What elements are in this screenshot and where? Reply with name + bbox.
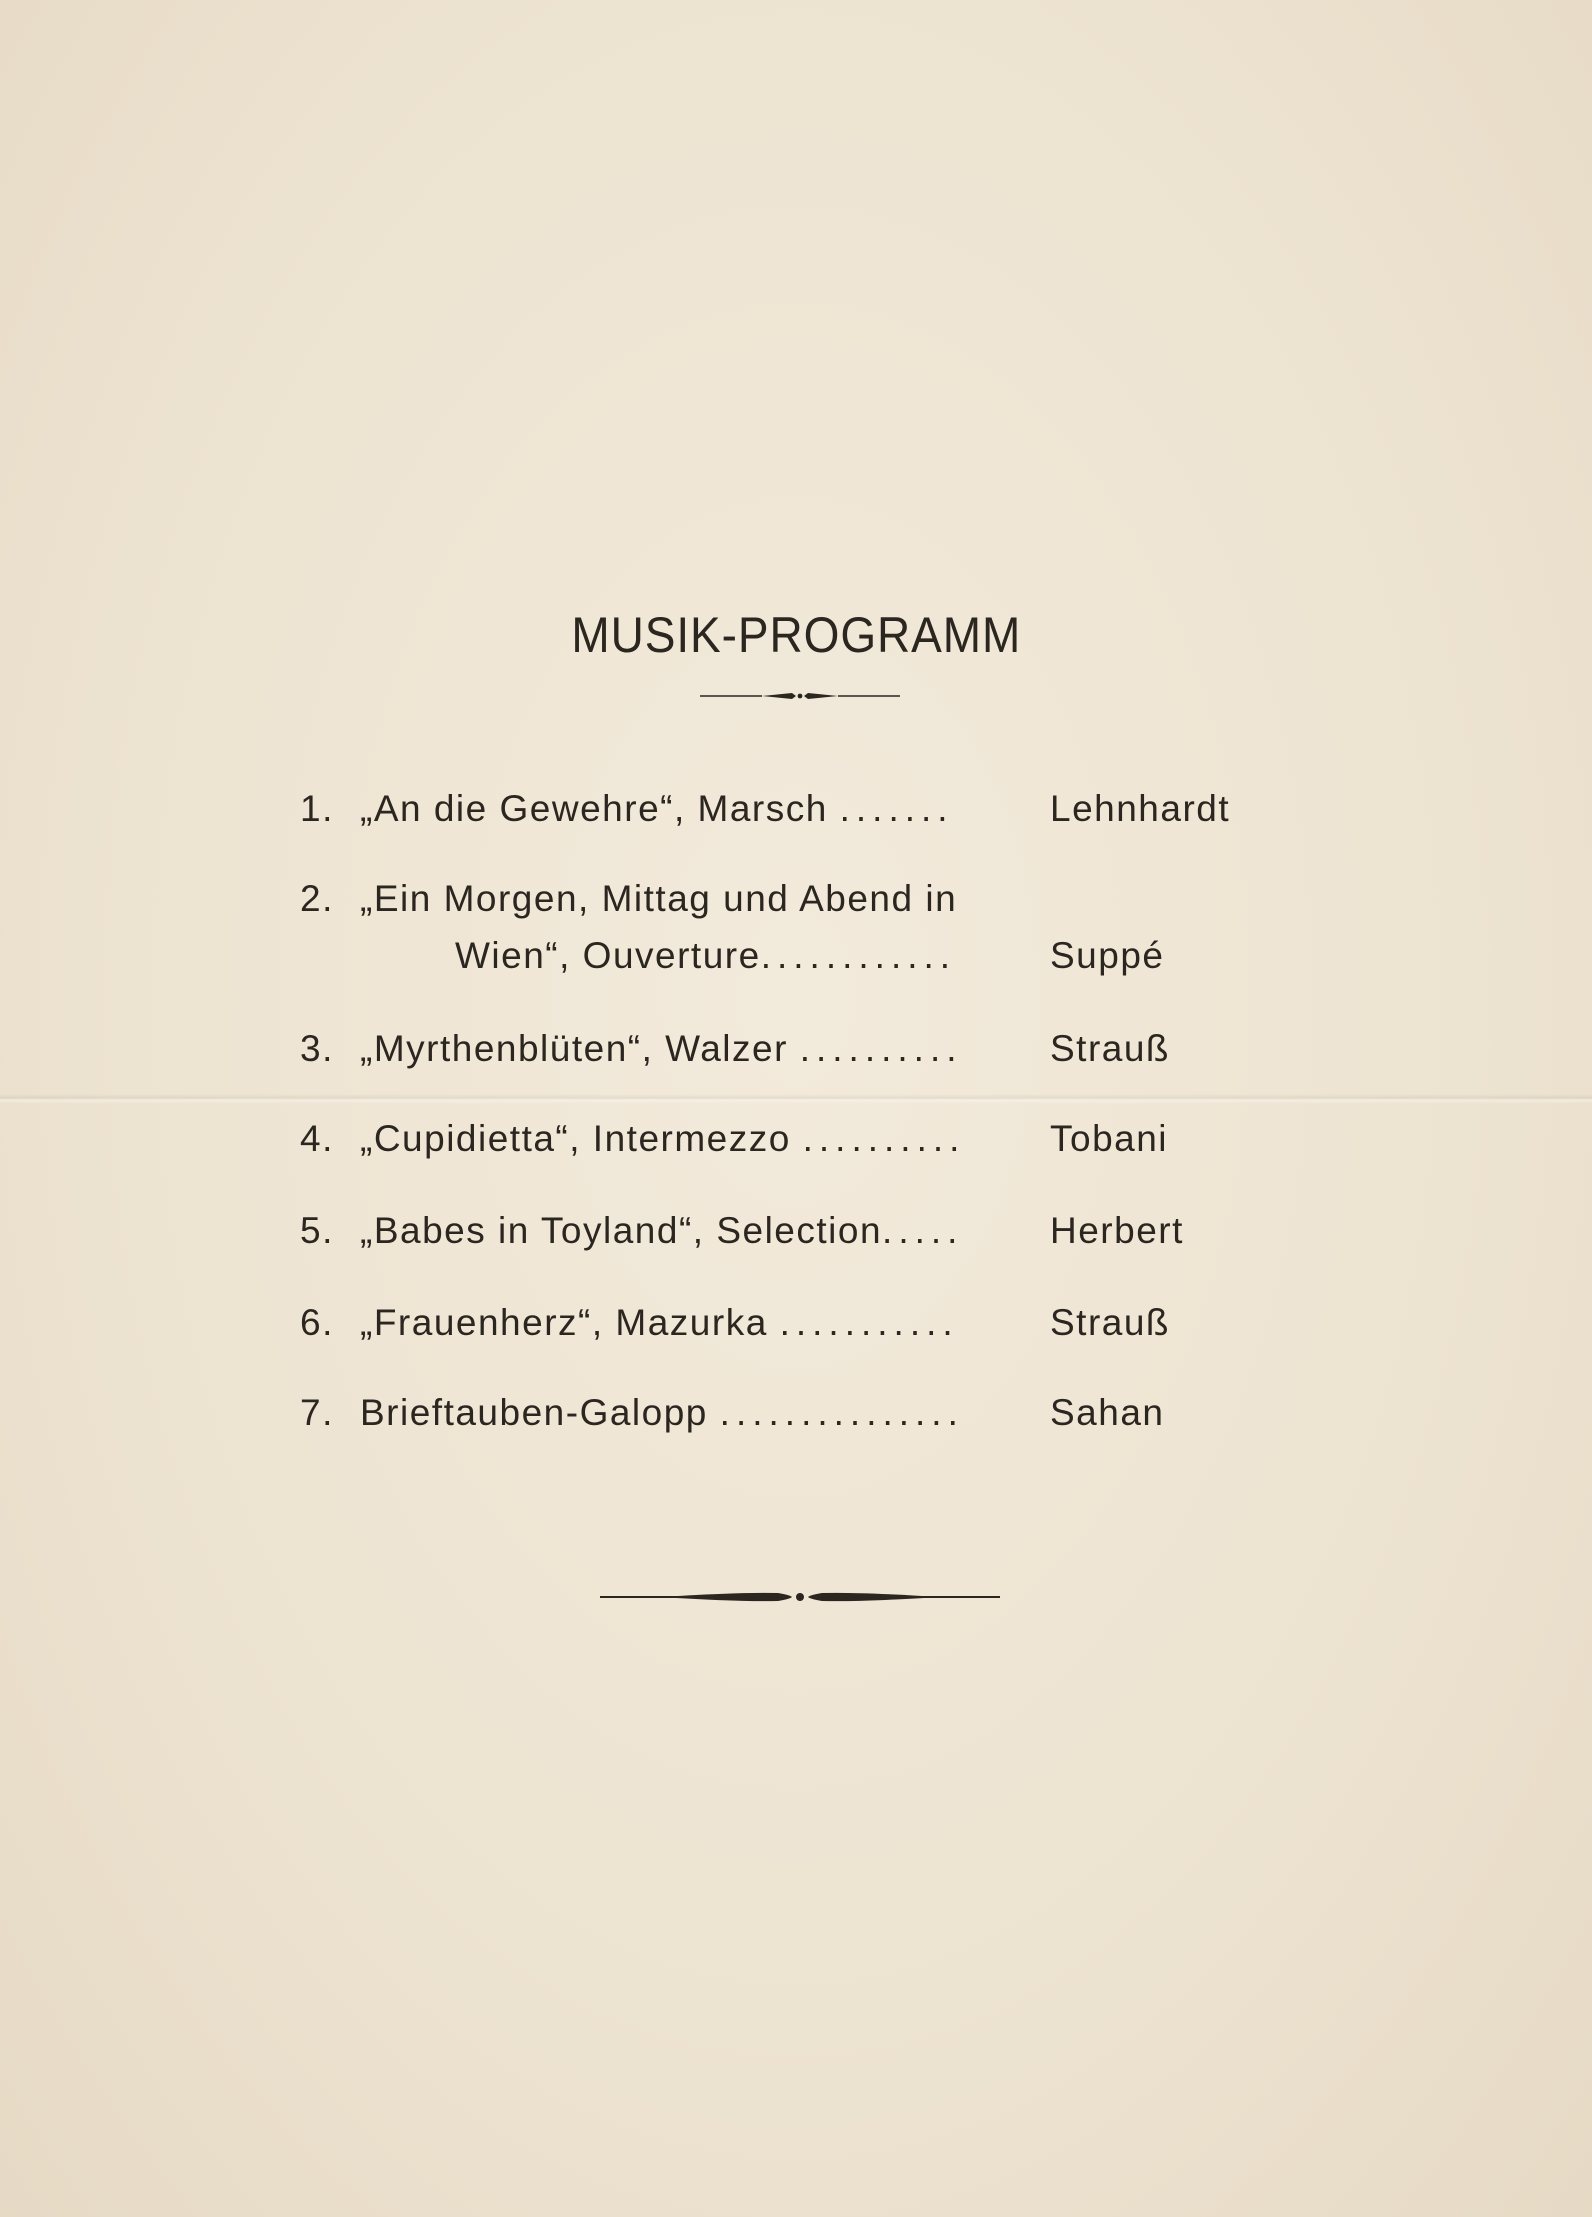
item-number: 3. [300, 1028, 334, 1069]
item-composer: Tobani [1050, 1118, 1169, 1159]
leader-dots: ....... [839, 788, 954, 829]
item-title: „An die Gewehre“, Marsch [360, 788, 828, 829]
item-composer: Strauß [1050, 1028, 1171, 1069]
item-title: „Cupidietta“, Intermezzo [360, 1118, 791, 1159]
small-divider-ornament [700, 684, 900, 708]
item-title: „Ein Morgen, Mittag und Abend in [360, 878, 958, 919]
item-title-continued: Wien“, Ouverture [455, 935, 761, 976]
leader-dots: ..... [882, 1210, 964, 1251]
item-title: „Myrthenblüten“, Walzer [360, 1028, 788, 1069]
item-composer: Lehnhardt [1050, 788, 1231, 829]
item-number: 4. [300, 1118, 334, 1159]
closing-divider-ornament [600, 1582, 1000, 1612]
item-title-line [360, 1210, 963, 1252]
leader-dots: .......... [802, 1118, 966, 1159]
item-title: Brieftauben-Galopp [360, 1392, 708, 1433]
page-title: MUSIK-PROGRAMM [571, 606, 1022, 663]
item-composer: Sahan [1050, 1392, 1165, 1433]
item-number: 7. [300, 1392, 334, 1433]
leader-dots: .......... [799, 1028, 963, 1069]
item-number: 1. [300, 788, 334, 829]
item-title-line [360, 1028, 963, 1070]
item-title-line [360, 1118, 965, 1160]
leader-dots: ............... [719, 1392, 964, 1433]
item-title-line [360, 1302, 959, 1344]
item-number: 5. [300, 1210, 334, 1251]
item-composer: Strauß [1050, 1302, 1171, 1343]
paper-fold-crease [0, 1094, 1592, 1104]
item-composer: Herbert [1050, 1210, 1184, 1251]
item-number: 2. [300, 878, 334, 919]
item-title-line [360, 1392, 964, 1434]
item-title: „Frauenherz“, Mazurka [360, 1302, 768, 1343]
item-title-line [455, 935, 956, 977]
item-title-line [360, 788, 954, 830]
item-number: 6. [300, 1302, 334, 1343]
leader-dots: ............ [760, 935, 957, 976]
leader-dots: ........... [779, 1302, 959, 1343]
item-composer: Suppé [1050, 935, 1165, 976]
item-title: „Babes in Toyland“, Selection [360, 1210, 883, 1251]
